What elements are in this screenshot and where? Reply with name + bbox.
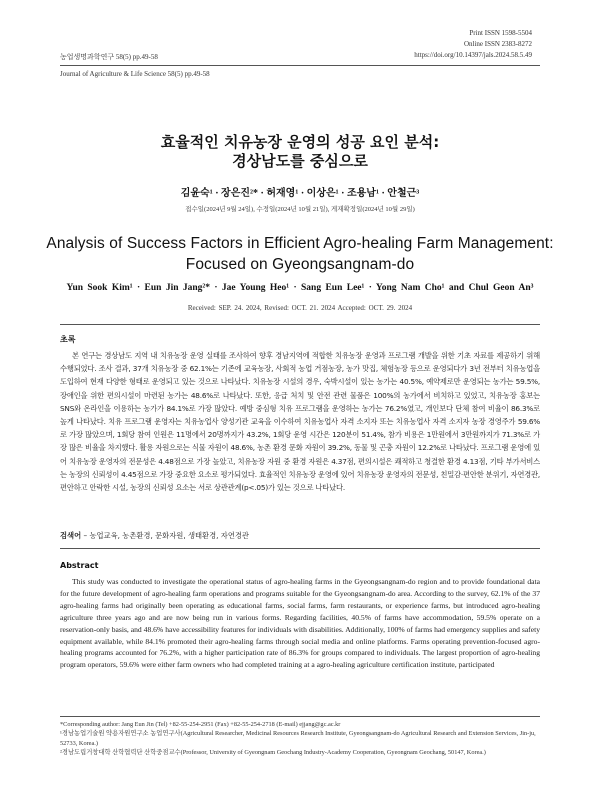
- online-issn: Online ISSN 2383-8272: [463, 40, 532, 48]
- journal-en: Journal of Agriculture & Life Science 58(5) pp.49-58: [60, 70, 210, 78]
- keywords-text: – 농업교육, 농촌환경, 문화자원, 생태환경, 자연경관: [83, 531, 249, 540]
- footnote-rule: [60, 716, 540, 717]
- authors-ko: 김윤숙¹ · 장은진²* · 허재영¹ · 이상은¹ · 조용남¹ · 안철근³: [180, 188, 420, 199]
- affiliation-1: ¹경남농업기술원 약용자원연구소 농업연구사(Agricultural Researcher, Medicinal Resources Research Institute, Gyeongsangnam-do Agricultural Research and Extension Services, Jin-ju, 52733, Korea.): [60, 730, 536, 747]
- keywords-label: 검색어: [60, 531, 82, 540]
- section-rule-mid: [60, 548, 540, 549]
- title-en-line1: Analysis of Success Factors in Efficient Agro-healing Farm Management:: [46, 235, 554, 252]
- title-en: [0, 233, 600, 275]
- authors-en: Yun Sook Kim¹ · Eun Jin Jang²* · Jae Young Heo¹ · Sang Eun Lee¹ · Yong Nam Cho¹ and Chul Geon An³: [66, 283, 534, 293]
- title-en-line2: Focused on Gyeongsangnam-do: [185, 256, 415, 273]
- title-ko-line1: 효율적인 치유농장 운영의 성공 요인 분석:: [160, 133, 440, 151]
- footnotes: [60, 720, 540, 758]
- journal-ko: 농업생명과학연구 58(5) pp.49-58: [60, 53, 158, 61]
- issn-block: [414, 28, 532, 61]
- abstract-ko-text: 본 연구는 경상남도 지역 내 치유농장 운영 실태를 조사하여 향후 경남지역에 적합한 치유농장 운영과 프로그램 개발을 위한 기초 자료를 제공하기 위해 수행되었다. 조사 결과, 37개 치유농장 중 62.1%는 기존에 교육농장, 사회적 농업 거점농장, 농가 맛집, 체험농장 등으로 운영되다가 3년 전부터 치유농업을 도입하여 현재 다양한 형태로 운영되고 있는 것으로 나타났다. 치유농장 시설의 경우, 숙박시설이 있는 농가는 40.5%, 예약제로만 운영되는 농가는 59.5%, 장애인을 위한 편의시설이 마련된 농가는 48.6%로 나타났다. 또한, 응급 처치 및 안전 관련 물품은 100%의 농가에서 비치하고 있었고, 치유농장 홍보는 SNS와 온라인을 이용하는 농가가 84.1%로 가장 많았다. 예방 중심형 치유 프로그램을 운영하는 농가는 76.2%였고, 개인보다 단체 참여 비율이 86.3%로 높게 나타났다. 치유 프로그램 운영자는 치유농업사 양성기관 교육을 이수하여 치유농업사 자격 소지자 또는 치유농업사 자격 소지자 농장 경영주가 59.6%로 가장 많았으며, 1회당 참여 인원은 11명에서 20명까지가 43.2%, 1회당 운영 시간은 120분이 51.4%, 참가 비용은 1만원에서 3만원까지가 71.3%로 가장 많은 비율을 차지했다. 활용 자원으로는 식물 자원이 48.6%, 농촌 환경 문화 자원이 39.2%, 동물 및 곤충 자원이 12.2%로 나타났다. 프로그램 운영에 있어 치유농장 운영자의 전문성은 4.48점으로 가장 높았고, 치유농장 자원 중 환경 자원은 4.37점, 편의시설은 쾌적하고 청결한 환경 4.13점, 기타 부가서비스는 농장의 신뢰성이 4.45점으로 가장 중요한 요소로 평가되었다. 효율적인 치유농장 운영에 있어 치유농장 운영자의 전문성, 친밀감·편안한 분위기, 자연경관, 편안하고 안락한 시설, 농장의 신뢰성 요소는 서로 상관관계(p<.05)가 있는 것으로 나타났다.: [60, 351, 540, 493]
- dates-ko: 접수일(2024년 9월 24일), 수정일(2024년 10월 21일), 게재확정일(2024년 10월 29일): [185, 206, 415, 213]
- title-ko-line2: 경상남도를 중심으로: [232, 152, 368, 170]
- section-rule-top: [60, 324, 540, 325]
- affiliation-2: ²경남도립거창대학 산학협력단 산학중점교수(Professor, University of Gyeongnam Geochang Industry-Academy Cooperation, Gyeongnam Geochang, 50147, Korea.): [60, 749, 486, 757]
- corresponding-author: *Corresponding author: Jang Eun Jin (Tel) +82-55-254-2951 (Fax) +82-55-254-2718 (E-mail) ejjang@gc.ac.kr: [60, 721, 341, 728]
- abstract-ko-heading: 초록: [60, 335, 76, 344]
- doi-link[interactable]: https://doi.org/10.14397/jals.2024.58.5.49: [414, 51, 532, 59]
- title-ko: [0, 133, 600, 171]
- keywords-ko: [60, 531, 540, 541]
- dates-en: Received: SEP. 24. 2024, Revised: OCT. 21. 2024 Accepted: OCT. 29. 2024: [187, 304, 413, 312]
- print-issn: Print ISSN 1598-5504: [469, 29, 532, 37]
- header-rule: [60, 65, 540, 66]
- abstract-en-text: This study was conducted to investigate the operational status of agro-healing farms in the Gyeongsangnam-do region and to provide foundational data for the future development of agro-healing farm operations and programs suitable for the Gyeongsangnam-do area. According to the survey, 62.1% of the 37 agro-healing farms had originally been operating as educational farms, social farms, farm restaurants, or experience farms, but introduced agro-healing agriculture three years ago and are now being run in various forms. Regarding facilities, 40.5% of farms have accommodation, 59.5% operate on a reservation-only basis, and 48.6% have accessibility features for individuals with disabilities. Additionally, 100% of farms had emergency supplies and safety equipment available, while 84.1% promoted their agro-healing farms through social media and online platforms. Farms operating prevention-focused agro-healing programs accounted for 76.2%, with a higher participation rate of 86.3% for groups compared to individuals. The largest proportion of agro-healing program operators, 59.6% were either farm owners who had completed training at a agro-healing agriculture certification institute, participated: [60, 577, 540, 670]
- abstract-en-heading: Abstract: [60, 561, 99, 570]
